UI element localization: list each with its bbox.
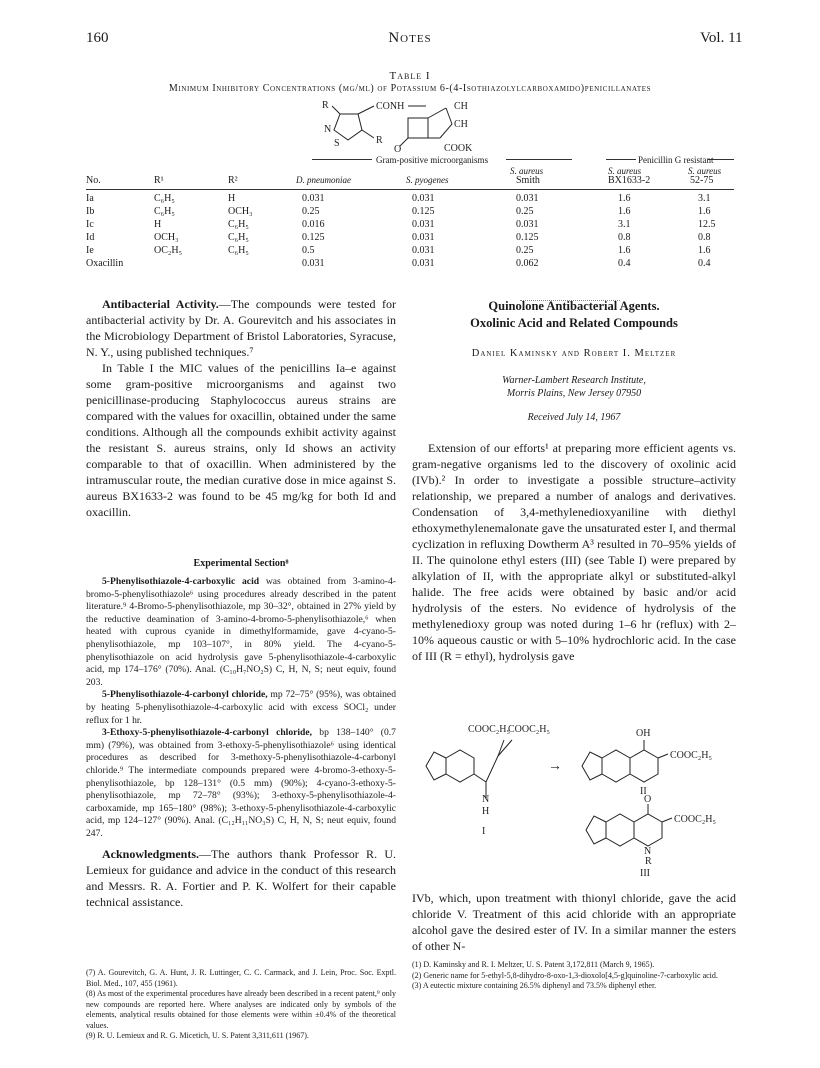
journal-section: Notes	[388, 30, 432, 46]
footnote-9: (9) R. U. Lemieux and R. G. Micetich, U. S. Patent 3,311,611 (1967).	[86, 1031, 309, 1040]
col-r2: R²	[228, 175, 238, 186]
scheme-o-top: O	[644, 794, 652, 805]
scheme-n-iii: N	[644, 846, 652, 857]
sub-saureus-smith-1: S. aureus	[510, 166, 544, 176]
sub-saureus-bx-1: S. aureus	[608, 166, 642, 176]
scheme-label-i: I	[482, 826, 486, 837]
group-penicillin-resistant: Penicillin G resistant	[638, 155, 714, 165]
mic-paragraph: In Table I the MIC values of the penicillins Ia–e against some gram-positive microorganisms and against two penicillinase-producing Staphylococcus aureus strains are compared with the values for oxacillin, obtained under the same conditions. Although all the compounds exhibit activity against the resistant S. aureus strains, only Id shows an activity comparable to that of oxacillin. When administered by the intramuscular route, the median curative dose in mice against S. aureus BX1633-2 was found to be 45 mg/kg for both Id and oxacillin.	[86, 361, 396, 519]
struct-conh: CONH	[376, 101, 405, 112]
scheme-cooc2h5-iii: COOC₂H₅	[674, 814, 716, 825]
page-number: 160	[86, 30, 109, 46]
sub-saureus-bx-2: BX1633-2	[608, 175, 651, 186]
exp-paragraph-1: 5-Phenylisothiazole-4-carboxylic acid was obtained from 3-amino-4-bromo-5-phenylisothiazole⁶ using procedures already described in the patent literature.⁹ 4-Bromo-5-phenylisothiazole, mp 30–32°, obtained in 27% yield by the reductive deamination of 3-amino-4-bromo-5-phenylisothiazole,⁶ when heated with cuprous cyanide in dimethylformamide, gave 4-cyano-5-phenylisothiazole, mp 103–107°, in 80% yield. The 4-cyano-5-phenylisothiazole on acid hydrolysis gave 5-phenylisothiazole-4-carboxylic acid, mp 174–176° (70%). Anal. (C₁₀H₇NO₂S) C, H, N, S; neut equiv, found 203.	[86, 576, 396, 688]
table-row: Id OCH₃ C₆H₅ 0.125 0.031 0.125 0.8 0.8	[86, 232, 711, 243]
col-r1: R¹	[154, 175, 164, 186]
sub-saureus-52-2: 52-75	[690, 175, 714, 186]
article-title-1: Quinolone Antibacterial Agents.	[488, 299, 660, 313]
right-footnotes	[412, 960, 736, 992]
struct-cook: COOK	[444, 143, 473, 154]
scheme-h: H	[482, 806, 490, 817]
experimental-section	[86, 576, 396, 840]
scheme-cooc2h5-a: COOC₂H₅	[468, 724, 510, 735]
affiliation-line-1: Warner-Lambert Research Institute,	[502, 375, 646, 386]
struct-s: S	[334, 138, 340, 149]
scheme-n-i: N	[482, 794, 490, 805]
article-title-2: Oxolinic Acid and Related Compounds	[470, 316, 678, 330]
table-row: Ia C₆H₅ H 0.031 0.031 0.031 1.6 3.1	[86, 193, 711, 204]
antibacterial-paragraph: Antibacterial Activity.—The compounds were tested for antibacterial activity by Dr. A. Gourevitch and his associates in the Microbiology Department of Bristol Laboratories, Syracuse, N. Y., using published techniques.⁷	[86, 297, 396, 359]
footnote-7: (7) A. Gourevitch, G. A. Hunt, J. R. Luttinger, C. C. Carmack, and J. Lein, Proc. Soc. Exptl. Biol. Med., 107, 455 (1961).	[86, 968, 396, 988]
table-row: Ib C₆H₅ OCH₃ 0.25 0.125 0.25 1.6 1.6	[86, 206, 711, 217]
acknowledgments: Acknowledgments.—The authors thank Professor R. U. Lemieux for guidance and advice in the conduct of this research and Messrs. R. A. Fortier and P. K. Wolfert for their capable technical assistance.	[86, 847, 396, 909]
exp-paragraph-2: 5-Phenylisothiazole-4-carbonyl chloride, mp 72–75° (95%), was obtained by heating 5-phenylisothiazole-4-carboxylic acid with excess SOCl₂ under reflux for 1 hr.	[86, 689, 396, 726]
left-column	[86, 296, 396, 520]
left-footnotes	[86, 968, 396, 1042]
table-title: Minimum Inhibitory Concentrations (μg/ml) of Potassium 6-(4-Isothiazolylcarboxamido)penicillanates	[168, 83, 652, 94]
scheme-arrow: →	[548, 759, 562, 774]
reaction-scheme	[412, 718, 736, 868]
struct-r1: R	[322, 100, 329, 111]
scheme-label-ii: II	[640, 786, 647, 797]
scheme-cooc2h5-b: COOC₂H₅	[508, 724, 550, 735]
struct-ch: CH	[454, 101, 468, 112]
footnote-3: (3) A eutectic mixture containing 26.5% diphenyl and 73.5% diphenyl ether.	[412, 981, 657, 990]
struct-r2: R	[376, 135, 383, 146]
scheme-label-iii: III	[640, 868, 650, 879]
struct-o: O	[394, 144, 402, 154]
table-row: Ic H C₆H₅ 0.016 0.031 0.031 3.1 12.5	[86, 219, 716, 230]
table-row: Ie OC₂H₅ C₆H₅ 0.5 0.031 0.25 1.6 1.6	[86, 245, 711, 256]
scheme-oh: OH	[636, 728, 651, 739]
group-gram-positive: Gram-positive microorganisms	[376, 155, 489, 165]
col-d-pneumoniae: D. pneumoniae	[296, 175, 351, 185]
col-s-pyogenes: S. pyogenes	[406, 175, 449, 185]
right-body-1: Extension of our efforts¹ at preparing more efficient agents vs. gram-negative organisms led to the discovery of oxolinic acid (IVb).² In order to investigate a possible structure–activity relationship, we prepared a number of analogs and derivatives. Condensation of 3,4-methylenedioxyaniline with diethyl ethoxymethylenemalonate gave the unsaturated ester I, and thermal cyclization in refluxing Dowtherm A³ resulted in 70–95% yields of II. The quinolone ethyl esters (III) (see Table I) were prepared by alkylation of II, with the appropriate alkyl or substituted-alkyl halide. The free acids were obtained by basic and/or acid hydrolysis of the esters. No evidence of hydrolysis of the methylenedioxy group was noted during 1–6 hr (reflux) with 2–10% aqueous caustic or with 5–10% hydrochloric acid. In the case of III (R = ethyl), hydrolysis gave	[412, 441, 736, 663]
table-row: Oxacillin 0.031 0.031 0.062 0.4 0.4	[86, 258, 711, 269]
footnote-1: (1) D. Kaminsky and R. I. Meltzer, U. S. Patent 3,172,811 (March 9, 1965).	[412, 960, 655, 969]
scheme-r: R	[645, 856, 652, 867]
sub-saureus-52-1: S. aureus	[688, 166, 722, 176]
scheme-cooc2h5-ii: COOC₂H₅	[670, 750, 712, 761]
col-no: No.	[86, 175, 101, 186]
right-body-2: IVb, which, upon treatment with thionyl chloride, gave the acid chloride V. Treatment of this acid chloride with an appropriate alcohol gave the desired ester of IV. In a similar manner the esters of other N-	[412, 891, 736, 953]
footnote-2: (2) Generic name for 5-ethyl-5,8-dihydro-8-oxo-1,3-dioxolo[4,5-g]quinoline-7-carboxylic acid.	[412, 970, 718, 980]
struct-n: N	[324, 124, 332, 135]
volume-label: Vol. 11	[700, 30, 743, 46]
exp-paragraph-3: 3-Ethoxy-5-phenylisothiazole-4-carbonyl chloride, bp 138–140° (0.7 mm) (79%), was obtained from 3-ethoxy-5-phenylisothiazole⁶ using identical procedures as described for 3-methoxy-5-phenylisothiazole-4-carbonyl chloride.⁹ The intermediate compounds prepared were 4-bromo-3-ethoxy-5-phenylisothiazole, bp 128–131° (0.5 mm) (90%); 4-cyano-3-ethoxy-5-phenylisothiazole, mp 72–78° (93%); 3-ethoxy-5-phenylisothiazole-4-carboxamide, mp 165–180° (98%); 3-ethoxy-5-phenylisothiazole-4-carboxylic acid, mp 124–127° (90%). Anal. (C₁₂H₁₁NO₃S) C, H, N, S; neut equiv, found 247.	[86, 727, 396, 839]
table-label: Table I	[389, 70, 431, 82]
received-date: Received July 14, 1967	[527, 412, 621, 423]
footnote-8: (8) As most of the experimental procedures have already been described in a recent patent,⁹ only new compounds are reported here. Where analyses are indicated only by symbols of the elements, analytical results obtained for those elements were within ±0.4% of the theoretical values.	[86, 989, 396, 1030]
article-authors: Daniel Kaminsky and Robert I. Meltzer	[471, 348, 677, 359]
affiliation-line-2: Morris Plains, New Jersey 07950	[506, 388, 642, 399]
sub-saureus-smith-2: Smith	[516, 175, 540, 186]
penicillin-structure	[300, 96, 510, 154]
struct-ch2: CH	[454, 119, 468, 130]
experimental-heading: Experimental Section⁸	[193, 558, 289, 569]
